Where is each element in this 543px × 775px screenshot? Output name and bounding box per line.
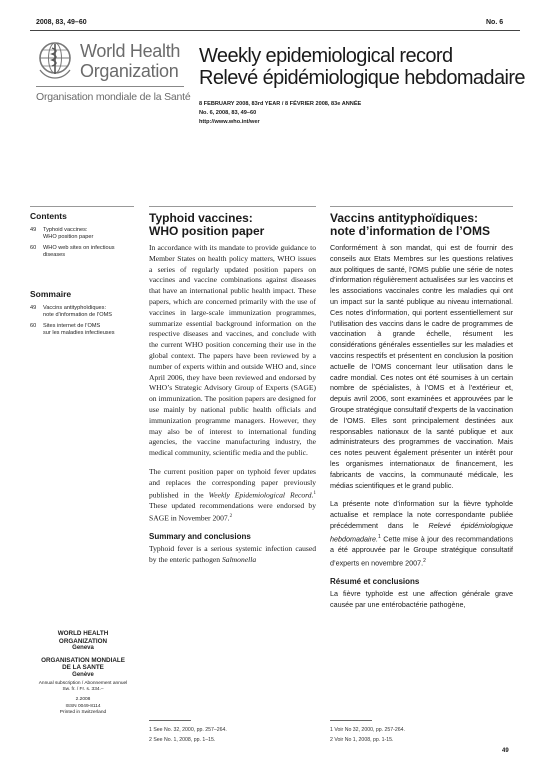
sommaire-item[interactable] bbox=[30, 323, 140, 337]
publisher-issn: ISSN 0049-8114 bbox=[65, 703, 101, 709]
english-summary-text: Typhoid fever is a serious systemic infection caused by the enteric pathogen Salmonella bbox=[149, 543, 316, 564]
who-emblem-icon bbox=[36, 40, 74, 80]
publisher-block bbox=[30, 630, 136, 716]
contents-item[interactable] bbox=[30, 227, 140, 241]
sommaire-list bbox=[30, 305, 140, 341]
publisher-oms-line1: ORGANISATION MONDIALE bbox=[41, 656, 125, 664]
contents-top-rule bbox=[30, 206, 134, 207]
publisher-code: 2.2008 bbox=[75, 697, 91, 703]
footnote-ref-2[interactable]: 2 bbox=[229, 513, 233, 519]
publisher-price: Sw. fr. / Fr. s. 334.– bbox=[62, 687, 104, 693]
english-footnote-rule bbox=[149, 720, 191, 721]
french-paragraph-1: Conformément à son mandat, qui est de fournir des conseils aux Etats Membres sur les questions relatives aux politiques de santé, l’OMS publie une série de notes d’information régulièrement actualisées sur les vaccins et les associations vaccinales contre les maladies qui ont un impact sur la santé publique au niveau international. Ces notes d’information, qui portent essentiellement sur l’utilisation des vaccins dans le cadre de programmes de vaccination à grande échelle, résument les considérations générales essentielles sur les maladies et vaccins respectifs et présentent en conclusion la position actuelle de l’OMS concernant leur utilisation dans le cadre mondial. Ces notes ont été soumises à un certain nombre de spécialistes, à l’OMS et à l’extérieur et, depuis avril 2006, sont examinées et approuvées par le Groupe stratégique consultatif d’experts de la vaccination de l’OMS. Elles sont principalement destinées aux responsables nationaux de la santé publique et aux administrateurs des programmes de vaccination. Mais ces notes peuvent également présenter un intérêt pour les organismes internationaux de financement, les fabricants de vaccins, la communauté médicale, les médias scientifiques et le grand public. bbox=[330, 243, 513, 490]
french-journal-name: Relevé épidémiologique hebdomadaire. bbox=[330, 520, 514, 544]
header-year-issue: 2008, 83, 49–60 bbox=[36, 19, 87, 26]
sommaire-item[interactable] bbox=[30, 305, 140, 319]
sommaire-heading: Sommaire bbox=[30, 289, 72, 299]
english-article-title-cont: WHO position paper bbox=[149, 224, 265, 238]
publisher-printed: Printed in Switzerland bbox=[59, 709, 107, 715]
english-paragraph-2: The current position paper on typhoid fever updates and replaces the corresponding paper previously published in the Weekly Epidemiological Record.$^1$ These updated recommendations were endorsed by SAGE in November 2007.$^2$ bbox=[149, 466, 316, 523]
sommaire-item-title: Sites internet de l’OMS bbox=[43, 323, 101, 329]
sommaire-item-page: 60 bbox=[30, 323, 37, 329]
english-summary-heading: Summary and conclusions bbox=[149, 531, 251, 541]
sommaire-item-page: 49 bbox=[30, 305, 37, 311]
who-name-line2: Organization bbox=[80, 61, 179, 81]
publisher-who-line1: WORLD HEALTH bbox=[57, 630, 109, 637]
english-paragraph-1: In accordance with its mandate to provide guidance to Member States on health policy matters, WHO issues a series of regularly updated position papers on vaccines and vaccine combinations against diseases that have an international public health impact. These papers, which are concerned primarily with the use of vaccines in large-scale immunization programmes, summarize essential background information on the respective diseases and vaccines, and conclude with the current WHO position concerning their use in the global context. The papers have been reviewed by a number of experts within and outside WHO and, since April 2006, they have been reviewed and endorsed by WHO’s Strategic Advisory Group of Experts (SAGE) on immunization. The position papers are designed for use mainly by national public health officials and immunization programme managers. However, they may also be of interest to international funding agencies, the vaccine manufacturing industry, the medical community, scientific media and the public. bbox=[149, 243, 316, 458]
french-footnote-rule bbox=[330, 720, 372, 721]
contents-item-title: WHO web sites on infectious bbox=[43, 245, 115, 251]
who-french-name: Organisation mondiale de la Santé bbox=[36, 91, 191, 103]
french-paragraph-2: La présente note d’information sur la fièvre typhoïde actualise et remplace la note correspondante publiée précédemment dans le Relevé épidémiologique hebdomadaire.$^1$ Cette mise à jour des recommandations a été approuvée par le Groupe stratégique consultatif d’experts en novembre 2007.$^2$ bbox=[330, 499, 514, 568]
contents-item-page: 49 bbox=[30, 227, 37, 233]
who-name-line1: World Health bbox=[80, 41, 181, 61]
date-line: 8 FEBRUARY 2008, 83rd YEAR / 8 FÉVRIER 2008, 83e ANNÉE bbox=[199, 101, 362, 107]
french-summary-heading: Résumé et conclusions bbox=[330, 576, 420, 586]
contents-item-title-cont: diseases bbox=[43, 252, 66, 258]
english-column-top-rule bbox=[149, 206, 316, 207]
french-column-top-rule bbox=[330, 206, 513, 207]
contents-item-page: 60 bbox=[30, 245, 37, 251]
page-number: 49 bbox=[502, 748, 509, 754]
contents-item-title: Typhoid vaccines: bbox=[43, 227, 88, 233]
publisher-subscription: Annual subscription / Abonnement annuel bbox=[38, 681, 128, 686]
sommaire-item-title-cont: note d’information de l’OMS bbox=[43, 312, 113, 318]
footnote-ref-2[interactable]: 2 bbox=[423, 557, 426, 564]
french-summary-text: La fièvre typhoïde est une affection générale grave causée par une entérobactérie pathogène, bbox=[330, 588, 513, 609]
french-article-title: Vaccins antityphoïdiques: bbox=[330, 211, 479, 225]
publisher-oms-city: Genève bbox=[72, 671, 94, 678]
title-english: Weekly epidemiological record bbox=[199, 45, 453, 67]
header-rule bbox=[30, 30, 520, 31]
contents-item[interactable] bbox=[30, 245, 140, 259]
title-french: Relevé épidémiologique hebdomadaire bbox=[199, 67, 525, 89]
english-footnote-2: 2 See No. 1, 2008, pp. 1–15. bbox=[149, 737, 216, 743]
french-footnote-1: 1 Voir No 32, 2000, pp. 257-264. bbox=[330, 727, 405, 733]
publisher-who-line2: ORGANIZATION bbox=[58, 637, 108, 645]
who-logo bbox=[36, 40, 74, 80]
footnote-ref-1[interactable]: 1 bbox=[377, 533, 381, 540]
french-article bbox=[330, 212, 513, 610]
header-issue-number: No. 6 bbox=[486, 19, 504, 26]
contents-list bbox=[30, 227, 140, 263]
english-footnote-1: 1 See No. 32, 2000, pp. 257–264. bbox=[149, 727, 227, 733]
french-article-title-cont: note d’information de l’OMS bbox=[330, 224, 490, 238]
publisher-oms-line2: DE LA SANTE bbox=[62, 664, 104, 671]
english-article bbox=[149, 212, 316, 566]
english-article-title: Typhoid vaccines: bbox=[149, 211, 253, 225]
publisher-who-city: Geneva bbox=[72, 645, 94, 651]
contents-heading: Contents bbox=[30, 211, 67, 221]
number-line: No. 6, 2008, 83, 49–60 bbox=[199, 110, 257, 116]
journal-url-link[interactable]: http://www.who.int/wer bbox=[199, 119, 260, 125]
english-journal-name: Weekly Epidemiological Record. bbox=[208, 490, 314, 500]
sommaire-item-title-cont: sur les maladies infectieuses bbox=[43, 330, 115, 336]
logo-rule bbox=[36, 86, 184, 87]
footnote-ref-1[interactable]: 1 bbox=[313, 490, 316, 496]
contents-item-title-cont: WHO position paper bbox=[43, 234, 94, 240]
sommaire-item-title: Vaccins antityphoïdiques: bbox=[43, 305, 107, 311]
french-footnote-2: 2 Voir No 1, 2008, pp. 1-15. bbox=[330, 737, 394, 743]
